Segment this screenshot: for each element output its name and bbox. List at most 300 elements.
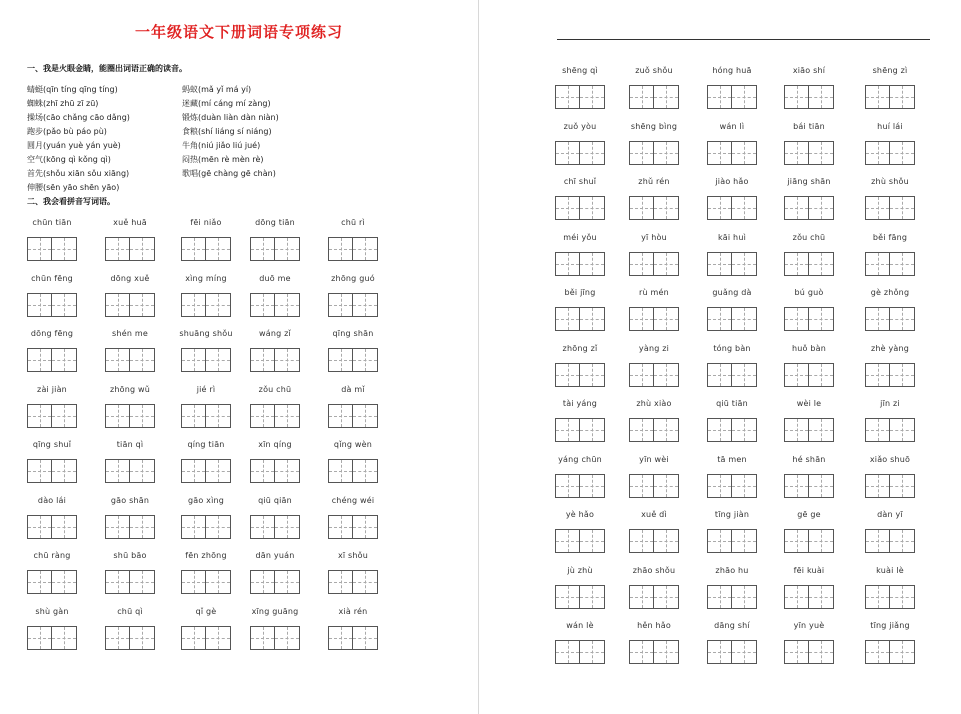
writing-cell[interactable] xyxy=(890,308,914,330)
writing-grid[interactable] xyxy=(707,640,757,664)
writing-cell[interactable] xyxy=(785,308,809,330)
writing-cell[interactable] xyxy=(809,253,833,275)
writing-grid[interactable] xyxy=(784,307,834,331)
writing-cell[interactable] xyxy=(206,405,230,427)
writing-grid[interactable] xyxy=(27,515,77,539)
reading-choice-item[interactable]: 跑步(pǎo bù páo pù) xyxy=(27,127,107,136)
writing-cell[interactable] xyxy=(556,308,580,330)
writing-grid[interactable] xyxy=(629,141,679,165)
writing-cell[interactable] xyxy=(809,475,833,497)
writing-cell[interactable] xyxy=(630,641,654,663)
writing-cell[interactable] xyxy=(130,460,154,482)
writing-cell[interactable] xyxy=(52,627,76,649)
writing-cell[interactable] xyxy=(275,627,299,649)
reading-choice-item[interactable]: 牛角(niú jiǎo liú jué) xyxy=(182,141,261,150)
reading-choice-item[interactable]: 蜘蛛(zhī zhū zī zū) xyxy=(27,99,99,108)
writing-cell[interactable] xyxy=(732,641,756,663)
writing-cell[interactable] xyxy=(708,586,732,608)
writing-grid[interactable] xyxy=(555,585,605,609)
writing-grid[interactable] xyxy=(328,348,378,372)
writing-cell[interactable] xyxy=(732,197,756,219)
writing-cell[interactable] xyxy=(329,238,353,260)
writing-cell[interactable] xyxy=(732,308,756,330)
writing-grid[interactable] xyxy=(328,626,378,650)
writing-cell[interactable] xyxy=(130,405,154,427)
writing-grid[interactable] xyxy=(629,474,679,498)
writing-grid[interactable] xyxy=(555,85,605,109)
writing-cell[interactable] xyxy=(106,405,130,427)
writing-cell[interactable] xyxy=(556,586,580,608)
writing-cell[interactable] xyxy=(866,142,890,164)
writing-cell[interactable] xyxy=(708,419,732,441)
writing-cell[interactable] xyxy=(28,349,52,371)
writing-cell[interactable] xyxy=(353,627,377,649)
writing-cell[interactable] xyxy=(630,197,654,219)
writing-cell[interactable] xyxy=(708,641,732,663)
writing-cell[interactable] xyxy=(52,571,76,593)
writing-cell[interactable] xyxy=(890,86,914,108)
writing-cell[interactable] xyxy=(251,294,275,316)
writing-cell[interactable] xyxy=(785,641,809,663)
writing-cell[interactable] xyxy=(654,364,678,386)
writing-grid[interactable] xyxy=(707,252,757,276)
writing-cell[interactable] xyxy=(809,142,833,164)
writing-cell[interactable] xyxy=(630,475,654,497)
writing-cell[interactable] xyxy=(809,530,833,552)
writing-cell[interactable] xyxy=(630,86,654,108)
writing-cell[interactable] xyxy=(52,460,76,482)
writing-cell[interactable] xyxy=(654,641,678,663)
writing-grid[interactable] xyxy=(784,418,834,442)
writing-cell[interactable] xyxy=(130,571,154,593)
writing-cell[interactable] xyxy=(28,571,52,593)
writing-grid[interactable] xyxy=(707,85,757,109)
writing-grid[interactable] xyxy=(555,474,605,498)
writing-cell[interactable] xyxy=(654,86,678,108)
writing-grid[interactable] xyxy=(784,196,834,220)
writing-cell[interactable] xyxy=(556,364,580,386)
writing-cell[interactable] xyxy=(630,586,654,608)
writing-cell[interactable] xyxy=(785,475,809,497)
writing-cell[interactable] xyxy=(809,364,833,386)
writing-grid[interactable] xyxy=(865,307,915,331)
writing-cell[interactable] xyxy=(785,253,809,275)
writing-grid[interactable] xyxy=(27,237,77,261)
writing-grid[interactable] xyxy=(250,293,300,317)
writing-cell[interactable] xyxy=(654,530,678,552)
writing-cell[interactable] xyxy=(654,253,678,275)
writing-cell[interactable] xyxy=(809,641,833,663)
writing-grid[interactable] xyxy=(181,348,231,372)
writing-cell[interactable] xyxy=(28,627,52,649)
writing-grid[interactable] xyxy=(105,348,155,372)
writing-grid[interactable] xyxy=(629,252,679,276)
writing-grid[interactable] xyxy=(629,196,679,220)
writing-cell[interactable] xyxy=(28,294,52,316)
writing-cell[interactable] xyxy=(251,460,275,482)
writing-cell[interactable] xyxy=(106,349,130,371)
writing-cell[interactable] xyxy=(251,405,275,427)
writing-grid[interactable] xyxy=(865,529,915,553)
writing-grid[interactable] xyxy=(629,85,679,109)
writing-grid[interactable] xyxy=(328,570,378,594)
writing-cell[interactable] xyxy=(556,197,580,219)
writing-grid[interactable] xyxy=(784,141,834,165)
writing-cell[interactable] xyxy=(275,516,299,538)
writing-cell[interactable] xyxy=(556,530,580,552)
writing-grid[interactable] xyxy=(555,307,605,331)
writing-cell[interactable] xyxy=(206,627,230,649)
writing-cell[interactable] xyxy=(630,142,654,164)
writing-grid[interactable] xyxy=(865,474,915,498)
reading-choice-item[interactable]: 闷热(mēn rè mèn rè) xyxy=(182,155,264,164)
writing-grid[interactable] xyxy=(784,529,834,553)
writing-cell[interactable] xyxy=(329,627,353,649)
writing-cell[interactable] xyxy=(52,294,76,316)
writing-cell[interactable] xyxy=(329,349,353,371)
writing-grid[interactable] xyxy=(865,141,915,165)
writing-cell[interactable] xyxy=(708,253,732,275)
writing-cell[interactable] xyxy=(353,349,377,371)
writing-grid[interactable] xyxy=(784,585,834,609)
writing-grid[interactable] xyxy=(27,459,77,483)
writing-cell[interactable] xyxy=(580,641,604,663)
writing-cell[interactable] xyxy=(890,364,914,386)
writing-cell[interactable] xyxy=(206,460,230,482)
writing-cell[interactable] xyxy=(580,86,604,108)
writing-cell[interactable] xyxy=(206,238,230,260)
writing-cell[interactable] xyxy=(52,349,76,371)
writing-cell[interactable] xyxy=(580,197,604,219)
writing-grid[interactable] xyxy=(865,363,915,387)
reading-choice-item[interactable]: 蚂蚁(mǎ yǐ má yí) xyxy=(182,85,252,94)
writing-grid[interactable] xyxy=(707,141,757,165)
writing-cell[interactable] xyxy=(732,253,756,275)
writing-cell[interactable] xyxy=(556,86,580,108)
writing-grid[interactable] xyxy=(105,515,155,539)
writing-cell[interactable] xyxy=(785,419,809,441)
writing-cell[interactable] xyxy=(206,294,230,316)
writing-grid[interactable] xyxy=(181,570,231,594)
writing-grid[interactable] xyxy=(181,515,231,539)
writing-cell[interactable] xyxy=(329,294,353,316)
writing-grid[interactable] xyxy=(181,626,231,650)
writing-cell[interactable] xyxy=(580,586,604,608)
writing-cell[interactable] xyxy=(182,238,206,260)
writing-cell[interactable] xyxy=(28,405,52,427)
reading-choice-item[interactable]: 蜻蜓(qīn tíng qīng tíng) xyxy=(27,85,118,94)
writing-grid[interactable] xyxy=(629,529,679,553)
writing-cell[interactable] xyxy=(52,238,76,260)
writing-cell[interactable] xyxy=(106,571,130,593)
writing-cell[interactable] xyxy=(353,405,377,427)
writing-cell[interactable] xyxy=(353,516,377,538)
reading-choice-item[interactable]: 圆月(yuán yuè yán yuè) xyxy=(27,141,121,150)
writing-cell[interactable] xyxy=(890,253,914,275)
writing-grid[interactable] xyxy=(328,293,378,317)
writing-cell[interactable] xyxy=(580,475,604,497)
writing-cell[interactable] xyxy=(275,571,299,593)
writing-grid[interactable] xyxy=(181,293,231,317)
writing-grid[interactable] xyxy=(27,293,77,317)
writing-cell[interactable] xyxy=(106,238,130,260)
writing-grid[interactable] xyxy=(328,515,378,539)
reading-choice-item[interactable]: 操场(cāo chǎng cāo dǎng) xyxy=(27,113,130,122)
writing-cell[interactable] xyxy=(556,142,580,164)
writing-cell[interactable] xyxy=(866,86,890,108)
writing-cell[interactable] xyxy=(580,253,604,275)
writing-cell[interactable] xyxy=(708,308,732,330)
writing-cell[interactable] xyxy=(556,641,580,663)
writing-grid[interactable] xyxy=(707,529,757,553)
writing-cell[interactable] xyxy=(556,419,580,441)
writing-cell[interactable] xyxy=(329,405,353,427)
writing-cell[interactable] xyxy=(890,586,914,608)
reading-choice-item[interactable]: 首先(shǒu xiān sǒu xiāng) xyxy=(27,169,130,178)
writing-grid[interactable] xyxy=(784,252,834,276)
writing-cell[interactable] xyxy=(353,571,377,593)
writing-cell[interactable] xyxy=(130,349,154,371)
writing-cell[interactable] xyxy=(785,530,809,552)
writing-grid[interactable] xyxy=(105,459,155,483)
writing-cell[interactable] xyxy=(890,475,914,497)
writing-cell[interactable] xyxy=(630,530,654,552)
writing-cell[interactable] xyxy=(708,364,732,386)
reading-choice-item[interactable]: 空气(kōng qì kǒng qì) xyxy=(27,155,111,164)
writing-cell[interactable] xyxy=(785,364,809,386)
writing-cell[interactable] xyxy=(275,405,299,427)
writing-grid[interactable] xyxy=(328,404,378,428)
writing-grid[interactable] xyxy=(629,307,679,331)
writing-cell[interactable] xyxy=(654,586,678,608)
writing-grid[interactable] xyxy=(105,570,155,594)
writing-cell[interactable] xyxy=(251,627,275,649)
writing-grid[interactable] xyxy=(105,626,155,650)
writing-cell[interactable] xyxy=(28,238,52,260)
writing-cell[interactable] xyxy=(708,475,732,497)
writing-cell[interactable] xyxy=(28,516,52,538)
writing-cell[interactable] xyxy=(732,419,756,441)
writing-cell[interactable] xyxy=(251,516,275,538)
writing-grid[interactable] xyxy=(555,363,605,387)
writing-cell[interactable] xyxy=(329,516,353,538)
reading-choice-item[interactable]: 迷藏(mí cáng mí zàng) xyxy=(182,99,271,108)
writing-grid[interactable] xyxy=(27,626,77,650)
writing-cell[interactable] xyxy=(130,294,154,316)
writing-cell[interactable] xyxy=(890,530,914,552)
writing-grid[interactable] xyxy=(707,363,757,387)
writing-cell[interactable] xyxy=(732,142,756,164)
writing-cell[interactable] xyxy=(866,308,890,330)
writing-cell[interactable] xyxy=(785,86,809,108)
writing-cell[interactable] xyxy=(251,238,275,260)
writing-cell[interactable] xyxy=(654,308,678,330)
writing-grid[interactable] xyxy=(555,640,605,664)
writing-cell[interactable] xyxy=(785,586,809,608)
writing-cell[interactable] xyxy=(654,419,678,441)
writing-cell[interactable] xyxy=(890,641,914,663)
writing-grid[interactable] xyxy=(250,404,300,428)
writing-cell[interactable] xyxy=(809,86,833,108)
writing-cell[interactable] xyxy=(182,294,206,316)
writing-cell[interactable] xyxy=(182,349,206,371)
writing-grid[interactable] xyxy=(865,252,915,276)
writing-cell[interactable] xyxy=(630,419,654,441)
writing-cell[interactable] xyxy=(556,475,580,497)
writing-cell[interactable] xyxy=(866,530,890,552)
writing-grid[interactable] xyxy=(629,640,679,664)
writing-cell[interactable] xyxy=(809,586,833,608)
writing-cell[interactable] xyxy=(329,460,353,482)
writing-cell[interactable] xyxy=(890,197,914,219)
writing-cell[interactable] xyxy=(732,475,756,497)
writing-grid[interactable] xyxy=(181,237,231,261)
writing-cell[interactable] xyxy=(52,516,76,538)
writing-cell[interactable] xyxy=(251,349,275,371)
reading-choice-item[interactable]: 伸腰(sēn yāo shēn yāo) xyxy=(27,183,120,192)
writing-cell[interactable] xyxy=(785,142,809,164)
writing-grid[interactable] xyxy=(707,585,757,609)
writing-grid[interactable] xyxy=(784,363,834,387)
writing-cell[interactable] xyxy=(866,364,890,386)
writing-cell[interactable] xyxy=(654,475,678,497)
writing-cell[interactable] xyxy=(708,530,732,552)
writing-cell[interactable] xyxy=(732,364,756,386)
writing-cell[interactable] xyxy=(630,308,654,330)
writing-grid[interactable] xyxy=(328,237,378,261)
writing-cell[interactable] xyxy=(106,294,130,316)
writing-grid[interactable] xyxy=(250,459,300,483)
writing-cell[interactable] xyxy=(580,364,604,386)
writing-cell[interactable] xyxy=(630,364,654,386)
writing-grid[interactable] xyxy=(865,85,915,109)
reading-choice-item[interactable]: 歌唱(gē chàng gē chàn) xyxy=(182,169,276,178)
writing-cell[interactable] xyxy=(275,238,299,260)
writing-cell[interactable] xyxy=(106,460,130,482)
writing-cell[interactable] xyxy=(866,253,890,275)
writing-cell[interactable] xyxy=(28,460,52,482)
writing-grid[interactable] xyxy=(629,363,679,387)
writing-cell[interactable] xyxy=(732,86,756,108)
writing-grid[interactable] xyxy=(629,585,679,609)
writing-grid[interactable] xyxy=(555,252,605,276)
writing-grid[interactable] xyxy=(865,640,915,664)
writing-cell[interactable] xyxy=(654,197,678,219)
writing-cell[interactable] xyxy=(785,197,809,219)
writing-cell[interactable] xyxy=(275,460,299,482)
writing-cell[interactable] xyxy=(130,627,154,649)
writing-grid[interactable] xyxy=(629,418,679,442)
writing-cell[interactable] xyxy=(580,530,604,552)
writing-grid[interactable] xyxy=(27,570,77,594)
writing-grid[interactable] xyxy=(555,196,605,220)
writing-cell[interactable] xyxy=(732,586,756,608)
writing-cell[interactable] xyxy=(866,475,890,497)
writing-grid[interactable] xyxy=(707,474,757,498)
writing-cell[interactable] xyxy=(52,405,76,427)
writing-cell[interactable] xyxy=(275,349,299,371)
writing-cell[interactable] xyxy=(708,197,732,219)
writing-cell[interactable] xyxy=(251,571,275,593)
writing-cell[interactable] xyxy=(556,253,580,275)
writing-cell[interactable] xyxy=(866,586,890,608)
writing-cell[interactable] xyxy=(182,516,206,538)
writing-grid[interactable] xyxy=(250,237,300,261)
writing-grid[interactable] xyxy=(555,529,605,553)
writing-grid[interactable] xyxy=(250,570,300,594)
reading-choice-item[interactable]: 锻炼(duàn liàn dàn niàn) xyxy=(182,113,279,122)
writing-grid[interactable] xyxy=(784,85,834,109)
writing-grid[interactable] xyxy=(784,640,834,664)
writing-grid[interactable] xyxy=(555,141,605,165)
writing-cell[interactable] xyxy=(809,308,833,330)
writing-grid[interactable] xyxy=(707,196,757,220)
writing-cell[interactable] xyxy=(206,349,230,371)
writing-grid[interactable] xyxy=(181,459,231,483)
writing-cell[interactable] xyxy=(206,516,230,538)
writing-cell[interactable] xyxy=(630,253,654,275)
writing-grid[interactable] xyxy=(865,418,915,442)
writing-cell[interactable] xyxy=(106,516,130,538)
writing-cell[interactable] xyxy=(866,419,890,441)
writing-cell[interactable] xyxy=(182,627,206,649)
writing-cell[interactable] xyxy=(732,530,756,552)
reading-choice-item[interactable]: 食粮(shí liáng sí niáng) xyxy=(182,127,272,136)
writing-cell[interactable] xyxy=(130,516,154,538)
writing-cell[interactable] xyxy=(866,641,890,663)
writing-cell[interactable] xyxy=(654,142,678,164)
writing-cell[interactable] xyxy=(182,571,206,593)
writing-cell[interactable] xyxy=(275,294,299,316)
writing-cell[interactable] xyxy=(708,86,732,108)
writing-grid[interactable] xyxy=(250,348,300,372)
writing-cell[interactable] xyxy=(580,142,604,164)
writing-grid[interactable] xyxy=(784,474,834,498)
writing-grid[interactable] xyxy=(27,404,77,428)
writing-grid[interactable] xyxy=(105,293,155,317)
writing-grid[interactable] xyxy=(707,307,757,331)
writing-cell[interactable] xyxy=(809,419,833,441)
writing-cell[interactable] xyxy=(182,460,206,482)
writing-cell[interactable] xyxy=(206,571,230,593)
writing-cell[interactable] xyxy=(130,238,154,260)
writing-grid[interactable] xyxy=(707,418,757,442)
writing-grid[interactable] xyxy=(865,196,915,220)
writing-cell[interactable] xyxy=(329,571,353,593)
writing-cell[interactable] xyxy=(353,238,377,260)
writing-cell[interactable] xyxy=(890,419,914,441)
writing-cell[interactable] xyxy=(182,405,206,427)
writing-grid[interactable] xyxy=(555,418,605,442)
writing-cell[interactable] xyxy=(866,197,890,219)
writing-grid[interactable] xyxy=(181,404,231,428)
writing-cell[interactable] xyxy=(890,142,914,164)
writing-grid[interactable] xyxy=(105,237,155,261)
writing-cell[interactable] xyxy=(809,197,833,219)
writing-cell[interactable] xyxy=(708,142,732,164)
writing-grid[interactable] xyxy=(105,404,155,428)
writing-grid[interactable] xyxy=(250,626,300,650)
writing-cell[interactable] xyxy=(106,627,130,649)
writing-grid[interactable] xyxy=(328,459,378,483)
writing-cell[interactable] xyxy=(580,308,604,330)
writing-grid[interactable] xyxy=(27,348,77,372)
writing-grid[interactable] xyxy=(865,585,915,609)
writing-cell[interactable] xyxy=(353,294,377,316)
writing-cell[interactable] xyxy=(353,460,377,482)
writing-grid[interactable] xyxy=(250,515,300,539)
writing-cell[interactable] xyxy=(580,419,604,441)
